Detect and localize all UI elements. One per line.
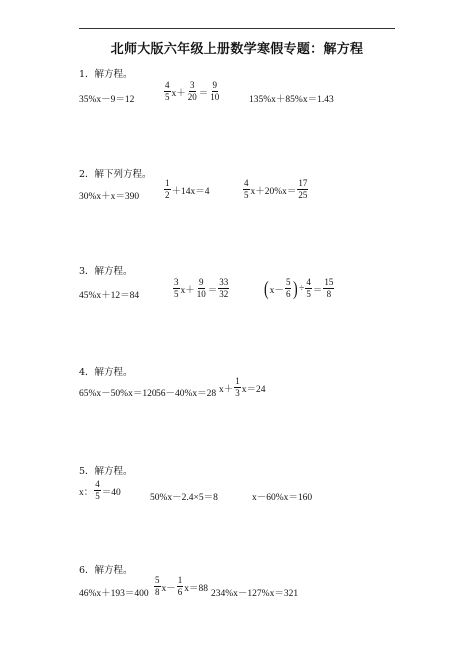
section-heading-5: 5．解方程。	[79, 466, 133, 477]
fraction: $\frac{4}{5}$	[95, 479, 100, 501]
equation-5-3: x－60%x＝160	[252, 493, 313, 503]
fraction: $\frac{4}{5}$	[244, 178, 249, 200]
equation-2-3: $\frac{4}{5}$ x＋20%x＝ $\frac{17}{25}$	[244, 178, 308, 200]
equation-5-2: 50%x－2.4×5＝8	[150, 493, 218, 503]
fraction: $\frac{1}{2}$	[165, 178, 170, 200]
fraction: $\frac{9}{10}$	[210, 80, 220, 102]
equation-3-1: 45%x＋12＝84	[79, 291, 140, 301]
equation-3-3: ( x－ $\frac{5}{6}$ ) ÷ $\frac{4}{5}$ ＝ $\frac{15}{8}$	[264, 277, 334, 300]
header-rule	[79, 28, 395, 29]
fraction: $\frac{1}{3}$	[235, 376, 240, 398]
equation-1-2: $\frac{4}{5}$ x＋ $\frac{3}{20}$ ＝ $\frac{9}{10}$	[165, 80, 220, 102]
equation-1-1: 35%x－9＝12	[79, 95, 135, 105]
equation-5-1: x： $\frac{4}{5}$ ＝40	[79, 479, 121, 501]
equation-2-2: $\frac{1}{2}$ ＋14x＝4	[165, 178, 210, 200]
fraction: $\frac{3}{20}$	[187, 80, 197, 102]
section-heading-4: 4．解方程。	[79, 367, 133, 378]
fraction: $\frac{9}{10}$	[196, 277, 206, 299]
section-heading-3: 3．解方程。	[79, 266, 133, 277]
fraction: $\frac{1}{6}$	[177, 575, 183, 597]
equation-3-2: $\frac{3}{5}$ x＋ $\frac{9}{10}$ ＝ $\frac{33}{32}$	[174, 277, 229, 299]
fraction: $\frac{5}{8}$	[155, 575, 160, 597]
fraction: $\frac{4}{5}$	[165, 80, 170, 102]
page-title: 北师大版六年级上册数学寒假专题：解方程	[110, 42, 364, 57]
equation-6-2: $\frac{5}{8}$ x－ $\frac{1}{6}$ x＝88	[155, 575, 209, 597]
equation-1-3: 135%x＋85%x＝1.43	[249, 95, 334, 105]
right-paren: )	[293, 277, 299, 300]
fraction: $\frac{17}{25}$	[298, 178, 308, 200]
fraction: $\frac{3}{5}$	[174, 277, 179, 299]
section-heading-2: 2．解下列方程。	[79, 169, 152, 180]
equation-4-1: 65%x－50%x＝120	[79, 389, 157, 399]
left-paren: (	[264, 277, 269, 300]
section-heading-6: 6．解方程。	[79, 565, 133, 576]
section-heading-1: 1．解方程。	[79, 69, 133, 80]
fraction: $\frac{4}{5}$	[306, 277, 311, 299]
fraction: $\frac{15}{8}$	[324, 277, 334, 299]
equation-4-2: 56－40%x＝28	[156, 389, 217, 399]
equation-6-1: 46%x＋193＝400	[79, 589, 149, 599]
equation-4-3: x＋ $\frac{1}{3}$ x＝24	[219, 376, 266, 398]
fraction: $\frac{33}{32}$	[219, 277, 229, 299]
fraction: $\frac{5}{6}$	[285, 277, 291, 299]
equation-6-3: 234%x－127%x＝321	[211, 589, 299, 599]
equation-2-1: 30%x＋x＝390	[79, 192, 140, 202]
